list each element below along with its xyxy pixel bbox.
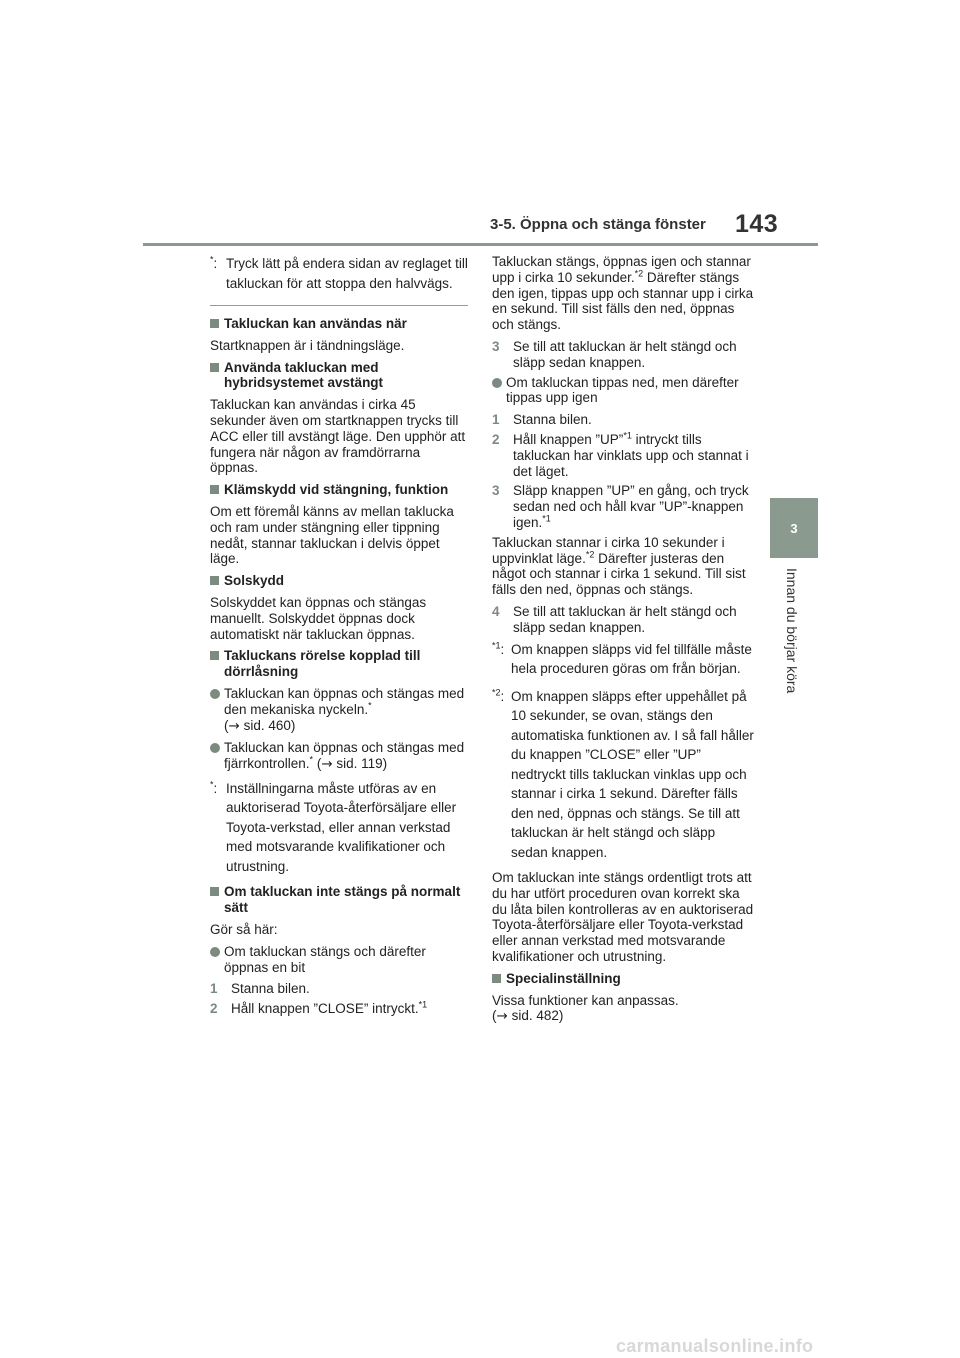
heading-not-closing: Om takluckan inte stängs på normalt sätt xyxy=(210,884,468,916)
heading-special-setting: Specialinställning xyxy=(492,971,754,987)
paragraph: Om ett föremål känns av mellan taklucka och ram under stängning eller tippning nedåt, stannar takluckan i delvis öppet läge. xyxy=(210,503,454,567)
right-column xyxy=(492,254,754,1031)
footnote-star: *: Inställningarna måste utföras av en auktoriserad Toyota-återförsäljare eller Toyota-verkstad, eller annan verkstad med motsvarande kvalifikationer och utrustning. xyxy=(210,779,457,874)
chapter-title: Innan du börjar köra xyxy=(784,568,800,694)
heading-sunshade: Solskydd xyxy=(210,573,468,589)
step-item: 4 Se till att takluckan är helt stängd och släpp sedan knappen. xyxy=(492,603,737,635)
footnote-star: *: Tryck lätt på endera sidan av reglaget till takluckan för att stoppa den halvvägs. xyxy=(210,254,468,291)
chapter-tab[interactable]: 3 xyxy=(770,498,818,558)
header-rule xyxy=(143,243,818,246)
paragraph: Gör så här: xyxy=(210,922,278,938)
paragraph: Takluckan kan användas i cirka 45 sekunder även om startknappen trycks till ACC eller till avstängt läge. Den upphör att fungera när någon av framdörrarna öppnas. xyxy=(210,397,466,476)
step-item: 1 Stanna bilen. xyxy=(492,412,592,428)
heading-jam-protection: Klämskydd vid stängning, funktion xyxy=(210,482,468,498)
bullet-item: Om takluckan tippas ned, men därefter tippas upp igen xyxy=(492,375,754,407)
heading-hybrid-off: Använda takluckan med hybridsystemet avstängt xyxy=(210,360,468,392)
section-divider xyxy=(210,305,468,306)
watermark: carmanualsonline.info xyxy=(616,1336,814,1356)
page-ref-link[interactable]: sid. 460) xyxy=(243,717,296,733)
page-ref-link[interactable]: sid. 119) xyxy=(336,756,388,772)
left-column xyxy=(210,254,468,1021)
bullet-item: Takluckan kan öppnas och stängas med fjärrkontrollen.* (→ sid. 119) xyxy=(210,740,468,773)
paragraph: Om takluckan inte stängs ordentligt trots att du har utfört proceduren ovan korrekt ska du låta bilen kontrolleras av en auktoriserad Toyota-återförsäljare eller Toyota-verkstad eller annan verkstad med motsvarande kvalifikationer och utrustning. xyxy=(492,870,754,965)
step-item: 3 Släpp knappen ”UP” en gång, och tryck sedan ned och håll kvar ”UP”-knappen igen.$^{*1}$ xyxy=(492,483,749,530)
bullet-item: Takluckan kan öppnas och stängas med den mekaniska nyckeln.* (→ sid. 460) xyxy=(210,686,468,734)
paragraph: Takluckan stängs, öppnas igen och stannar upp i cirka 10 sekunder.$^{*2}$ Därefter stängs den igen, tippas upp och stannar upp i cirka en sekund. Till sist fälls den ned, öppnas och stängs. xyxy=(492,254,754,333)
step-item: 2 Håll knappen ”UP”$^{*1}$ intryckt tills takluckan har vinklats upp och stannat i det läget. xyxy=(492,430,749,479)
paragraph: Solskyddet kan öppnas och stängas manuellt. Solskyddet öppnas dock automatiskt när takluckan öppnas. xyxy=(210,594,427,642)
paragraph: Startknappen är i tändningsläge. xyxy=(210,337,405,353)
bullet-item: Om takluckan stängs och därefter öppnas en bit xyxy=(210,944,468,976)
heading-door-lock-link: Takluckans rörelse kopplad till dörrlåsning xyxy=(210,648,468,680)
footnote-1: $^{*1}$: Om knappen släpps vid fel tillfälle måste hela proceduren göras om från början. xyxy=(492,640,752,677)
paragraph: Takluckan stannar i cirka 10 sekunder i uppvinklat läge.$^{*2}$ Därefter justeras den något och stannar i cirka 1 sekund. Till sist fälls den ned, öppnas och stängs. xyxy=(492,534,746,598)
step-item: 3 Se till att takluckan är helt stängd och släpp sedan knappen. xyxy=(492,338,737,370)
paragraph: Vissa funktioner kan anpassas. (→ sid. 482) xyxy=(492,992,679,1025)
footnote-2: $^{*2}$: Om knappen släpps efter uppehållet på 10 sekunder, se ovan, stängs den automatiska funktionen av. I så fall håller du knappen ”CLOSE” eller ”UP” nedtryckt tills takluckan vinklas upp och stannar i cirka 1 sekund. Därefter fälls den ned, öppnas och stängs. Se till att takluckan är helt stängd och släpp sedan knappen. xyxy=(492,687,754,860)
step-item: 1 Stanna bilen. xyxy=(210,981,310,997)
heading-when-usable: Takluckan kan användas när xyxy=(210,316,468,332)
section-title: 3-5. Öppna och stänga fönster xyxy=(490,216,706,233)
page-number: 143 xyxy=(735,210,779,238)
page-ref-link[interactable]: sid. 482) xyxy=(511,1008,564,1024)
step-item: 2 Håll knappen ”CLOSE” intryckt.$^{*1}$ xyxy=(210,999,428,1017)
